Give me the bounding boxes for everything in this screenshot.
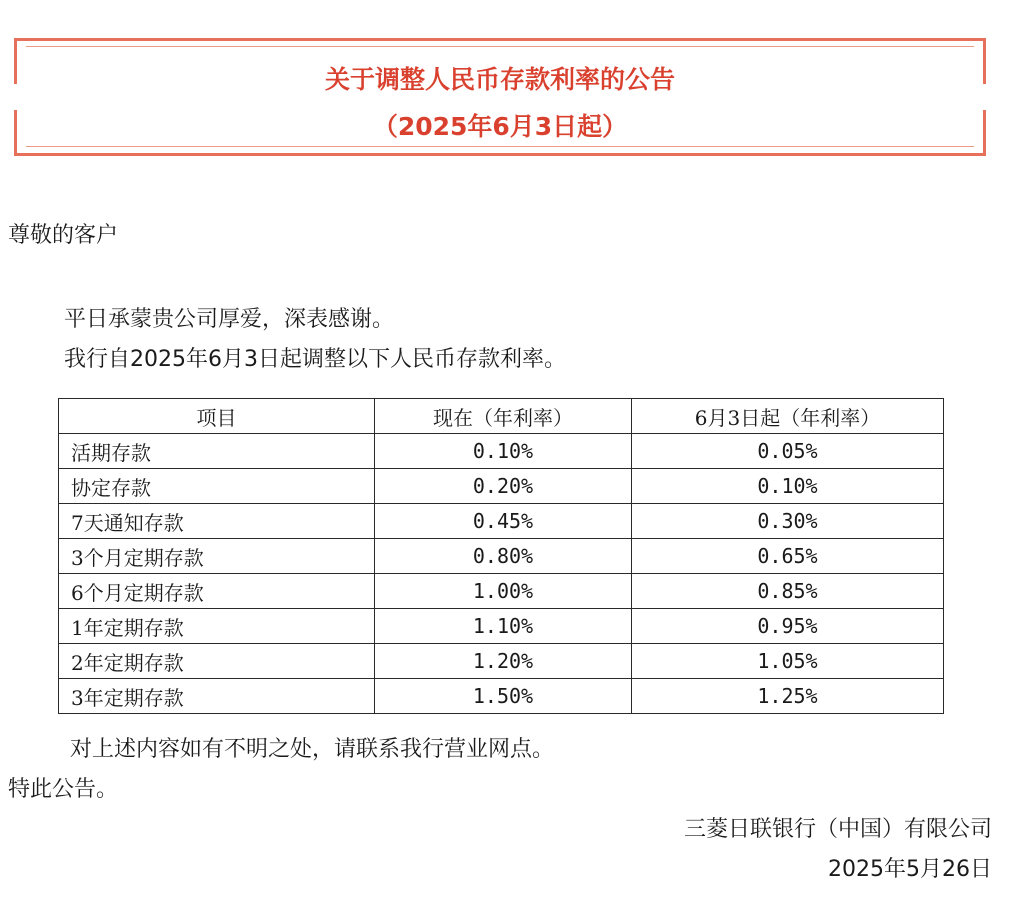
current-rate-cell: 0.80% — [375, 539, 632, 574]
greeting-paragraph: 平日承蒙贵公司厚爱，深表感谢。 — [64, 307, 395, 332]
item-cell: 活期存款 — [59, 434, 375, 469]
table-row — [59, 679, 944, 714]
contact-paragraph: 对上述内容如有不明之处，请联系我行营业网点。 — [70, 737, 555, 762]
item-cell: 3个月定期存款 — [59, 539, 375, 574]
notice-title: 关于调整人民币存款利率的公告 — [324, 65, 675, 94]
current-rate-cell: 0.20% — [375, 469, 632, 504]
table-row — [59, 469, 944, 504]
closing-text: 特此公告。 — [8, 777, 119, 802]
item-cell: 6个月定期存款 — [59, 574, 375, 609]
item-cell: 协定存款 — [59, 469, 375, 504]
new-rate-cell: 0.05% — [632, 434, 944, 469]
bank-signature: 三菱日联银行（中国）有限公司 — [683, 817, 992, 842]
salutation: 尊敬的客户 — [8, 223, 119, 248]
table-row — [59, 504, 944, 539]
frame-top-line — [14, 38, 986, 41]
new-rate-cell: 1.25% — [632, 679, 944, 714]
frame-bottom-inner-line — [26, 146, 974, 147]
new-rate-cell: 1.05% — [632, 644, 944, 679]
new-rate-cell: 0.10% — [632, 469, 944, 504]
table-header-row — [59, 399, 944, 434]
current-rate-cell: 1.20% — [375, 644, 632, 679]
current-rate-cell: 1.00% — [375, 574, 632, 609]
item-cell: 1年定期存款 — [59, 609, 375, 644]
new-rate-cell: 0.30% — [632, 504, 944, 539]
current-rate-cell: 0.10% — [375, 434, 632, 469]
signature-date: 2025年5月26日 — [828, 857, 992, 882]
intro-paragraph: 我行自2025年6月3日起调整以下人民币存款利率。 — [64, 347, 566, 372]
header-current-rate: 现在（年利率） — [375, 399, 632, 434]
header-item: 项目 — [59, 399, 375, 434]
notice-effective-date: （2025年6月3日起） — [372, 112, 628, 141]
new-rate-cell: 0.95% — [632, 609, 944, 644]
interest-rate-table — [58, 398, 944, 714]
current-rate-cell: 1.50% — [375, 679, 632, 714]
frame-bottom-line — [14, 153, 986, 156]
table-row — [59, 609, 944, 644]
table-row — [59, 644, 944, 679]
current-rate-cell: 1.10% — [375, 609, 632, 644]
new-rate-cell: 0.85% — [632, 574, 944, 609]
frame-top-inner-line — [26, 46, 974, 47]
header-new-rate: 6月3日起（年利率） — [632, 399, 944, 434]
current-rate-cell: 0.45% — [375, 504, 632, 539]
table-row — [59, 539, 944, 574]
new-rate-cell: 0.65% — [632, 539, 944, 574]
table-row — [59, 574, 944, 609]
item-cell: 2年定期存款 — [59, 644, 375, 679]
item-cell: 3年定期存款 — [59, 679, 375, 714]
item-cell: 7天通知存款 — [59, 504, 375, 539]
table-row — [59, 434, 944, 469]
